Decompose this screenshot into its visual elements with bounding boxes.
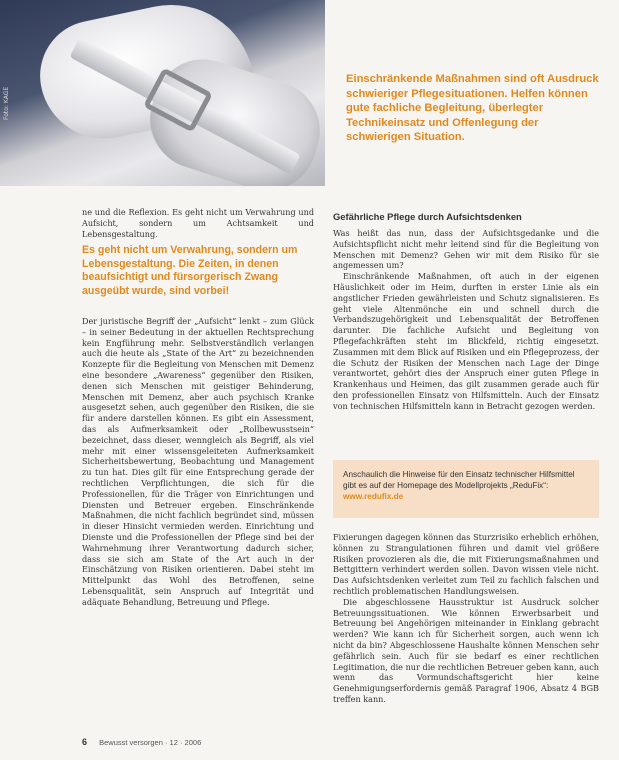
paragraph: ne und die Reflexion. Es geht nicht um Verwahrung und Aufsicht, sondern um Achtsamkeit und Lebensgestaltung. (82, 207, 314, 239)
info-box-text: Anschaulich die Hinweise für den Einsatz technischer Hilfsmittel gibt es auf der Homepage des Modellprojekts „ReduFix“: (343, 470, 575, 490)
body-text-right-top (333, 228, 599, 424)
footer-publication: Bewusst versorgen · 12 · 2006 (99, 738, 202, 747)
hero-photo (0, 0, 325, 186)
body-text-left (82, 316, 314, 716)
paragraph: Fixierungen dagegen können das Sturzrisiko erheblich erhöhen, können zu Strangulationen führen und damit viel größere Risiken provozieren als die, die mit Fixierungsmaßnahmen und Bettgittern verhindert werden sollen. Davon wissen viele nicht. Das Aufsichtsdenken verleitet zum Teil zu fachlich falschen und rechtlich problematischen Handlungsweisen. (333, 532, 599, 596)
pull-quote-left: Es geht nicht um Verwahrung, sondern um Lebensgestaltung. Die Zeiten, in denen beaufsichtigt und fürsorgerisch Zwang ausgeübt wurde, sind vorbei! (82, 244, 298, 297)
info-box-link[interactable]: www.redufix.de (343, 492, 404, 501)
paragraph: Einschränkende Maßnahmen, oft auch in der eigenen Häuslichkeit oder im Heim, durften in erster Linie als ein angstlicher Frieden gewährleisten und Schutz signalisieren. Es geht viele Altenmönche ein und schnell durch die Verbandszugehörigkeit und Lebensqualität der Betroffenen darunter. Die fachliche Aufsicht und Begleitung von Pflegefachkräften steht im Blickfeld, richtig eingesetzt. Zusammen mit dem Blick auf Risiken und ein Pflegeprozess, der die Schutz der Risiken der Menschen nach Lage der Dinge verantwortet, gehört dies der Anspruch einer guten Pflege in Krankenhaus und Heimen, das gilt zusammen gerade auch für den professionellen Einsatz von Hilfsmitteln. Auch der Einsatz von technischen Hilfsmitteln kann in Betracht gezogen werden. (333, 271, 599, 411)
body-text-left-top (82, 207, 314, 239)
paragraph: Der juristische Begriff der „Aufsicht“ lenkt – zum Glück – in seiner Bedeutung in der aktuellen Rechtsprechung kein Engführung mehr. Selbstverständlich verlangen auch die heute als „State of the Art“ zu bezeichnenden Konzepte für die Begleitung von Menschen mit Demenz eine besondere „Awareness“ gegenüber den Risiken, denen sich Menschen mit geistiger Behinderung, Menschen mit Demenz, aber auch psychisch Kranke ausgesetzt sehen, auch gegenüber den Risiken, die sie für andere darstellen können. Es gibt ein Assessment, das als Aufmerksamkeit oder „Rollbewusstsein“ bezeichnet, dass dieser, wenngleich als Begriff, als viel mehr mit einer wissensgeleiteten Aufmerksamkeit Sicherheitsbewertung, Beobachtung und Management zu tun hat. Dies gilt für eine Entsprechung gerade der rechtlichen Verpflichtungen, die sich für die Professionellen, für die Träger von Einrichtungen und Diensten und Betreuer ergeben. Einschränkende Maßnahmen, die nicht fachlich begründet sind, müssen in dieser Hinsicht vermieden werden. Einrichtung und Dienste und die Professionellen der Pflege sind bei der Wahrnehmung ihrer Verantwortung dadurch sicher, dass sie sich am State of the Art auch in der Einschätzung von Risiken orientieren. Dabei steht im Mittelpunkt das Wohl des Betroffenen, seine Lebensqualität, sein Anspruch auf Integrität und adäquate Behandlung, Betreuung und Pflege. (82, 316, 314, 607)
page-number: 6 (82, 737, 88, 747)
paragraph: Was heißt das nun, dass der Aufsichtsgedanke und die Aufsichtspflicht nicht mehr leitend sind für die Begleitung von Menschen mit Demenz? Gehen wir mit dem Risiko für sie angemessen um? (333, 228, 599, 271)
page-footer (82, 737, 201, 747)
body-text-right-bottom (333, 532, 599, 728)
info-box (333, 460, 599, 518)
photo-credit: Foto: KAGE (3, 86, 10, 120)
pull-quote-top: Einschränkende Maßnahmen sind oft Ausdruck schwieriger Pflegesituationen. Helfen können gute fachliche Begleitung, überlegter Technikeinsatz und Offenlegung der schwierigen Situation. (346, 73, 599, 144)
paragraph: Die abgeschlossene Hausstruktur ist Ausdruck solcher Betreuungssituationen. Wie können Erwerbsarbeit und Betreuung bei Angehörigen miteinander in Einklang gebracht werden? Wie kann ich für Sicherheit sorgen, auch wenn ich nicht da bin? Abgeschlossene Haushalte können Menschen sehr gefährlich sein. Auch für sie bedarf es einer rechtlichen Legitimation, die nur die rechtlichen Betreuer geben kann, auch wenn das Vormundschaftsgericht hier keine Genehmigungserfordernis gemäß Paragraf 1906, Absatz 4 BGB treffen kann. (333, 596, 599, 704)
section-heading: Gefährliche Pflege durch Aufsichtsdenken (333, 211, 522, 222)
